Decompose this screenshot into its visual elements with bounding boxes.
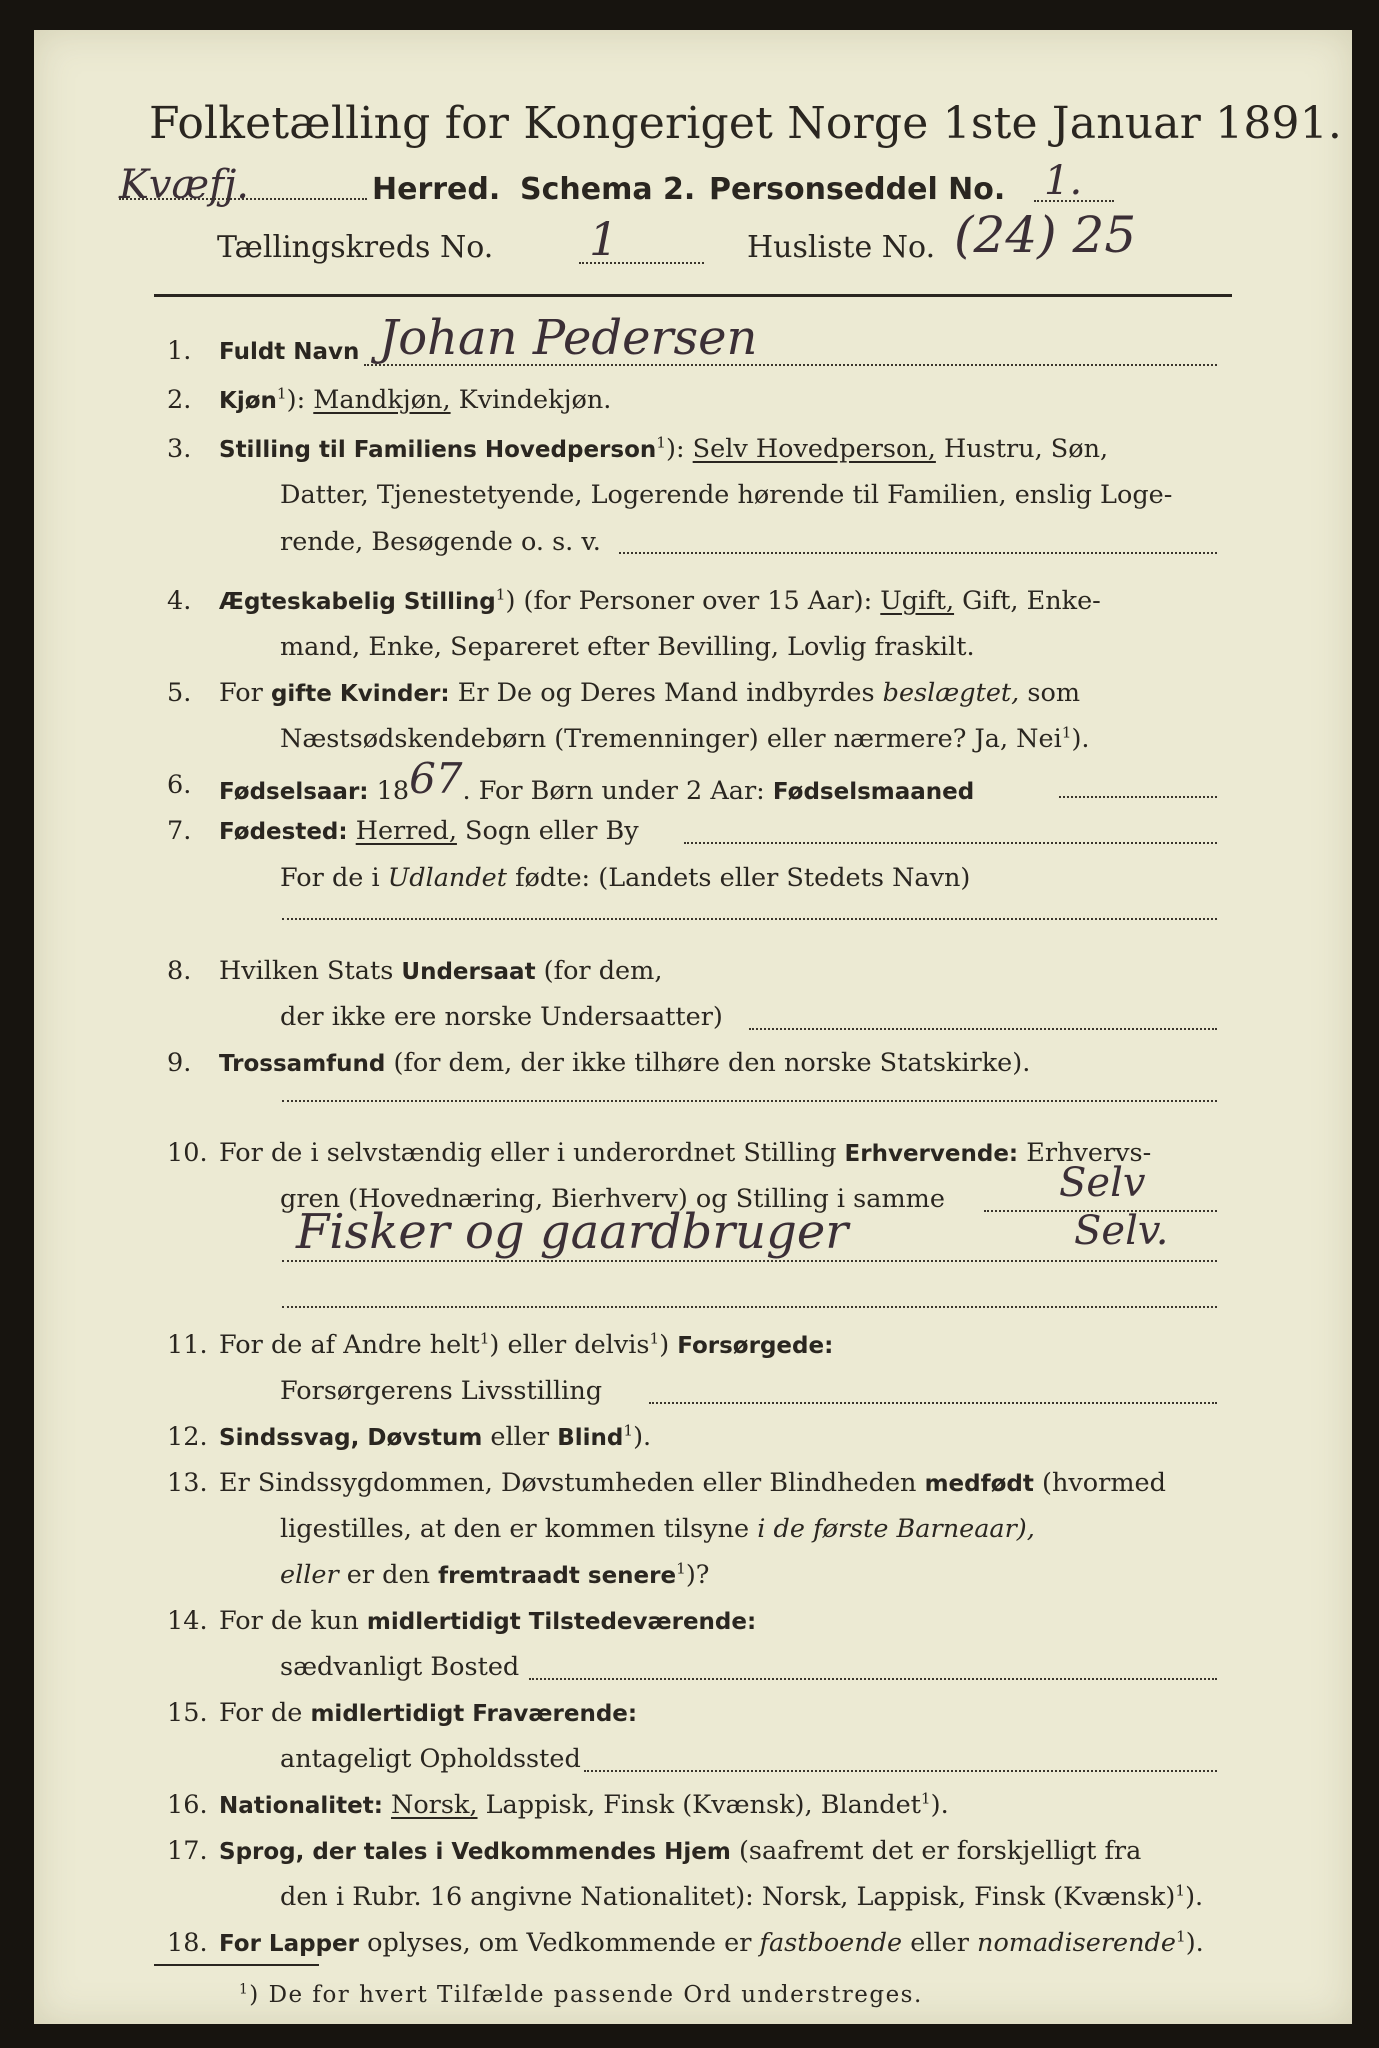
q9-label: Trossamfund [219, 1051, 386, 1077]
a10-position-2: Selv. [1074, 1208, 1169, 1254]
q13-line1: Er Sindssygdommen, Døvstumheden eller Blindheden medfødt (hvormed [219, 1468, 1166, 1498]
q9-line [282, 1100, 1217, 1102]
item-number-4: 4. [167, 586, 192, 616]
q11-line1: For de af Andre helt$^1$) eller delvis$^1$) Forsørgede: [219, 1329, 834, 1360]
q16-label: Nationalitet: [219, 1793, 383, 1819]
q7-label: Fødested: [219, 819, 348, 845]
item-number-13: 13. [167, 1468, 208, 1498]
footnote-separator [154, 1964, 319, 1966]
item-number-2: 2. [167, 385, 192, 415]
q15-line [584, 1770, 1217, 1772]
q13-label: medfødt [924, 1471, 1034, 1497]
q3-line2: Datter, Tjenestetyende, Logerende hørende til Familien, enslig Loge- [280, 480, 1173, 510]
q8-line [749, 1028, 1217, 1030]
a10-position-1: Selv [1059, 1160, 1146, 1206]
husliste-label: Husliste No. [747, 230, 936, 265]
personseddel-handwritten: 1. [1044, 158, 1083, 204]
footnote [239, 1980, 923, 2010]
q4-line2: mand, Enke, Separeret efter Bevilling, Lovlig fraskilt. [280, 632, 975, 662]
item-number-5: 5. [167, 678, 192, 708]
q8-label: Undersaat [401, 959, 536, 985]
q14-line [529, 1678, 1217, 1680]
q6-label: Fødselsaar: [219, 779, 369, 805]
q17-line2: den i Rubr. 16 angivne Nationalitet): Norsk, Lappisk, Finsk (Kvænsk)$^1$). [280, 1881, 1204, 1912]
q1-line [364, 364, 1217, 366]
q11-label: Forsørgede: [669, 1333, 834, 1359]
q15-line2: antageligt Opholdssted [280, 1744, 581, 1774]
q7-selected-option: Herred, [355, 816, 457, 846]
q14-line2: sædvanligt Bosted [280, 1652, 520, 1682]
q4-selected-option: Ugift, [880, 586, 955, 616]
item-number-14: 14. [167, 1606, 208, 1636]
q8-line1: Hvilken Stats Undersaat (for dem, [219, 956, 663, 986]
q1-label: Fuldt Navn [219, 339, 360, 365]
header-separator [154, 294, 1232, 297]
q4-line1: Ægteskabelig Stilling$^1$) (for Personer over 15 Aar): Ugift, Gift, Enke- [219, 585, 1101, 616]
item-number-8: 8. [167, 956, 192, 986]
q9-line1: Trossamfund (for dem, der ikke tilhøre den norske Statskirke). [219, 1048, 1031, 1078]
q11-line2: Forsørgerens Livsstilling [280, 1376, 603, 1406]
kreds-dotted-line [579, 262, 704, 264]
q5-line1: For gifte Kvinder: Er De og Deres Mand indbyrdes beslægtet, som [219, 678, 1081, 708]
q15-line1: For de midlertidigt Fraværende: [219, 1698, 638, 1728]
q8-line2: der ikke ere norske Undersaatter) [280, 1002, 723, 1032]
q5-line2: Næstsødskendebørn (Tremenninger) eller nærmere? Ja, Nei$^1$). [280, 723, 1090, 754]
item-number-16: 16. [167, 1790, 208, 1820]
q14-line1: For de kun midlertidigt Tilstedeværende: [219, 1606, 757, 1636]
item-number-18: 18. [167, 1928, 208, 1958]
kreds-handwritten: 1 [589, 212, 619, 266]
q18-label: For Lapper [219, 1931, 359, 1957]
q10-line2: gren (Hovednæring, Bierhverv) og Stilling i samme [280, 1184, 945, 1214]
item-number-12: 12. [167, 1422, 208, 1452]
personseddel-dotted-line [1034, 200, 1114, 202]
item-number-3: 3. [167, 434, 192, 464]
herred-handwritten: Kvæfj. [119, 162, 249, 208]
q13-line2: ligestilles, at den er kommen tilsyne i de første Barneaar), [280, 1514, 1035, 1544]
q3-options: Hustru, Søn, [935, 434, 1109, 464]
q2-text: Kjøn$^1$): Mandkjøn, Kvindekjøn. [219, 384, 612, 415]
footnote-mark: 1 [239, 1981, 250, 1998]
schema-label: Schema 2. [520, 172, 696, 207]
item-number-17: 17. [167, 1836, 208, 1866]
q6-line: Fødselsaar: 1867. For Børn under 2 Aar: Fødselsmaaned [219, 754, 975, 806]
a6-birth-year: 67 [409, 754, 463, 803]
q17-line1: Sprog, der tales i Vedkommendes Hjem (saafremt det er forskjelligt fra [219, 1836, 1142, 1866]
personseddel-label: Personseddel No. [709, 172, 1006, 207]
q11-line [649, 1402, 1217, 1404]
q3-line1: Stilling til Familiens Hovedperson$^1$): Selv Hovedperson, Hustru, Søn, [219, 433, 1109, 464]
q2-footnote-ref: 1 [276, 384, 287, 403]
q12-label: Sindssvag, Døvstum [219, 1425, 483, 1451]
q15-label: midlertidigt Fraværende: [310, 1701, 638, 1727]
q6-month-label: Fødselsmaaned [772, 779, 975, 805]
item-number-10: 10. [167, 1138, 208, 1168]
herred-label: Herred. [372, 172, 501, 207]
q13-line3: eller er den fremtraadt senere$^1$)? [280, 1559, 710, 1590]
q10-label: Erhvervende: [844, 1141, 1019, 1167]
q3-selected-option: Selv Hovedperson, [692, 434, 936, 464]
q12-line: Sindssvag, Døvstum eller Blind$^1$). [219, 1421, 652, 1452]
q16-line: Nationalitet: Norsk, Lappisk, Finsk (Kvænsk), Blandet$^1$). [219, 1789, 949, 1820]
q10-line1: For de i selvstændig eller i underordnet Stilling Erhvervende: Erhvervs- [219, 1138, 1152, 1168]
q2-label: Kjøn [219, 388, 277, 414]
q17-label: Sprog, der tales i Vedkommendes Hjem [219, 1839, 731, 1865]
item-number-11: 11. [167, 1330, 208, 1360]
q2-selected-option: Mandkjøn, [313, 385, 451, 415]
q3-line3: rende, Besøgende o. s. v. [280, 527, 601, 557]
item-number-15: 15. [167, 1698, 208, 1728]
q7-line3-dots [282, 918, 1217, 920]
q6-month-line [1059, 796, 1217, 798]
q18-line: For Lapper oplyses, om Vedkommende er fastboende eller nomadiserende$^1$). [219, 1927, 1204, 1958]
item-number-7: 7. [167, 816, 192, 846]
husliste-handwritten: (24) 25 [954, 206, 1137, 264]
item-number-6: 6. [167, 770, 192, 800]
q3-line [619, 552, 1217, 554]
q5-label: gifte Kvinder: [270, 681, 450, 707]
q7-line2: For de i Udlandet fødte: (Landets eller Stedets Navn) [280, 863, 971, 893]
footnote-text: ) De for hvert Tilfælde passende Ord understreges. [249, 1982, 923, 2008]
q10-line3-dots [282, 1260, 1217, 1262]
item-number-9: 9. [167, 1048, 192, 1078]
q2-other-option: Kvindekjøn. [450, 385, 612, 415]
a10-occupation: Fisker og gaardbruger [296, 1204, 849, 1260]
q16-selected-option: Norsk, [391, 1790, 478, 1820]
q4-label: Ægteskabelig Stilling [219, 589, 496, 615]
item-number-1: 1. [167, 336, 192, 366]
q7-line1: Fødested: Herred, Sogn eller By [219, 816, 639, 846]
census-form-sheet [34, 30, 1352, 2024]
q3-label: Stilling til Familiens Hovedperson [219, 437, 657, 463]
kreds-label: Tællingskreds No. [217, 230, 494, 265]
q10-line4-dots [282, 1306, 1217, 1308]
a1-full-name: Johan Pedersen [379, 310, 758, 366]
herred-dotted-line [119, 198, 367, 200]
q7-line1-dots [684, 842, 1217, 844]
form-title: Folketælling for Kongeriget Norge 1ste Januar 1891. [149, 98, 1343, 149]
q14-label: midlertidigt Tilstedeværende: [366, 1609, 757, 1635]
